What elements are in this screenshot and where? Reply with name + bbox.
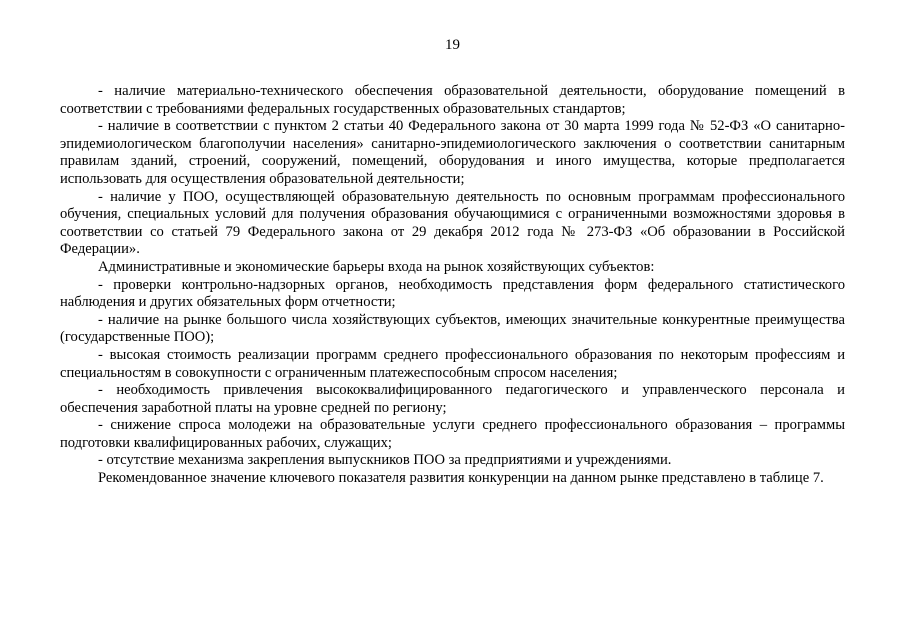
paragraph-material-support: - наличие материально-технического обеспечения образовательной деятельности, оборудование помещений в соответствии с требованиями федеральных государственных образовательных стандартов; <box>60 83 845 117</box>
paragraph-high-cost: - высокая стоимость реализации программ среднего профессионального образования по некоторым профессиям и специальностям в совокупности с ограниченным платежеспособным спросом населения; <box>60 346 845 381</box>
paragraph-recommended-value: Рекомендованное значение ключевого показателя развития конкуренции на данном рынке представлено в таблице 7. <box>98 470 824 487</box>
paragraph-competitors: - наличие на рынке большого числа хозяйствующих субъектов, имеющих значительные конкурентные преимущества (государственные ПОО); <box>60 311 845 346</box>
paragraph-special-conditions: - наличие у ПОО, осуществляющей образовательную деятельность по основным программам профессионального обучения, специальных условий для получения образования обучающимися с ограниченными возможностями здоровья в соответствии со статьей 79 Федерального закона от 29 декабря 2012 года № 273-ФЗ «Об образовании в Российской Федерации». <box>60 188 845 258</box>
paragraph-demand-decline: - снижение спроса молодежи на образовательные услуги среднего профессионального образования – программы подготовки квалифицированных рабочих, служащих; <box>60 417 845 451</box>
paragraph-inspections: - проверки контрольно-надзорных органов, необходимость представления форм федерального статистического наблюдения и других обязательных форм отчетности; <box>60 276 845 311</box>
paragraph-staffing: - необходимость привлечения высококвалифицированного педагогического и управленческого персонала и обеспечения заработной платы на уровне средней по региону; <box>60 382 845 416</box>
page-number: 19 <box>445 37 460 53</box>
paragraph-barriers-heading: Административные и экономические барьеры входа на рынок хозяйствующих субъектов: <box>98 258 655 275</box>
paragraph-graduates: - отсутствие механизма закрепления выпускников ПОО за предприятиями и учреждениями. <box>98 452 672 469</box>
paragraph-sanitary-conclusion: - наличие в соответствии с пунктом 2 статьи 40 Федерального закона от 30 марта 1999 года № 52-ФЗ «О санитарно-эпидемиологическом благополучии населения» санитарно-эпидемиологического заключения о соответствии санитарным правилам зданий, строений, сооружений, помещений, оборудования и иного имущества, которые предполагается использовать для осуществления образовательной деятельности; <box>60 118 845 187</box>
document-body <box>60 83 845 488</box>
